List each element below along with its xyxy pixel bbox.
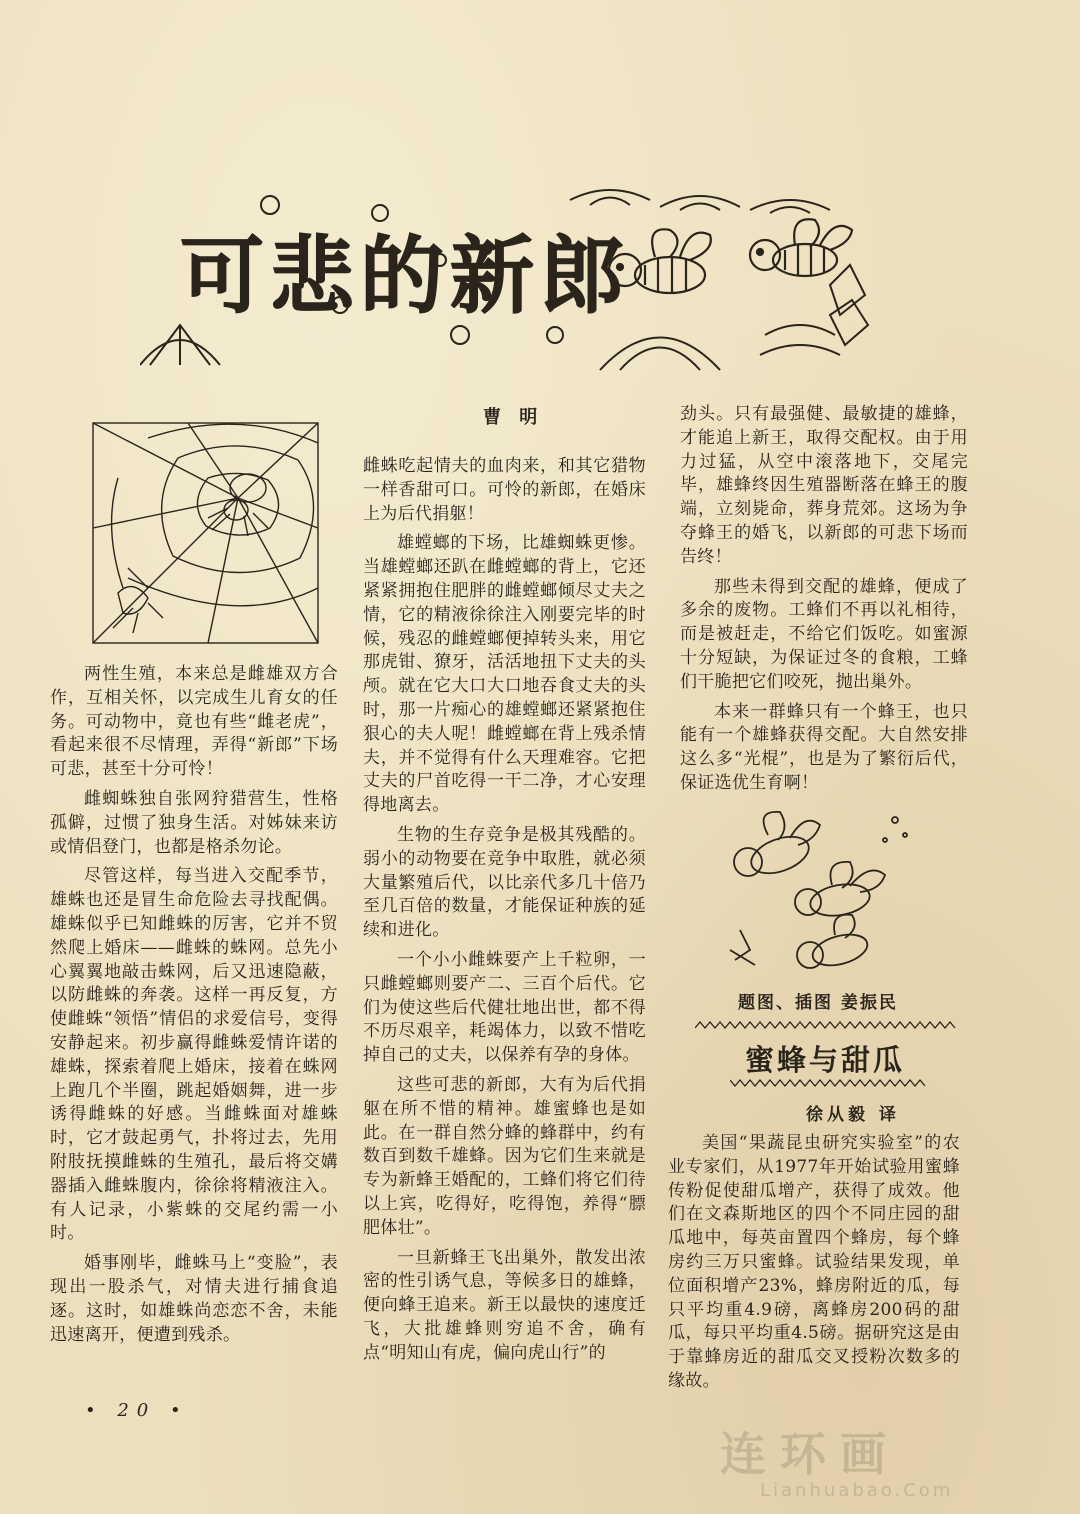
title-divider-bottom	[730, 1078, 930, 1088]
sidebar-author: 徐从毅 译	[806, 1105, 900, 1125]
paragraph: 生物的生存竞争是极其残酷的。弱小的动物要在竞争中取胜，就必须大量繁殖后代，以比亲代多几十倍乃至几百倍的数量，才能保证种族的延续和进化。	[363, 824, 646, 941]
paragraph: 两性生殖，本来总是雌雄双方合作，互相关怀，以完成生儿育女的任务。可动物中，竟也有些“雌老虎”，看起来很不尽情理，弄得“新郎”下场可悲，甚至十分可怜！	[50, 664, 338, 780]
title-illustration	[140, 185, 875, 375]
paragraph: 尽管这样，每当进入交配季节，雄蛛也还是冒生命危险去寻找配偶。雄蛛似乎已知雌蛛的厉害，它并不贸然爬上婚床——雌蛛的蛛网。总先小心翼翼地敲击蛛网，后又迅速隐蔽，以防雌蛛的奔袭。这样一再反复，方使雌蛛“领悟”情侣的求爱信号，变得安静起来。初步赢得雌蛛爱情许诺的雄蛛，探索着爬上婚床，接着在蛛网上跑几个半圈，跳起婚姻舞，进一步诱得雌蛛的好感。当雌蛛面对雄蛛时，它才鼓起勇气，扑将过去，先用附肢抚摸雌蛛的生殖孔，最后将交媾器插入雌蛛腹内，徐徐将精液注入。有人记录，小紫蛛的交尾约需一小时。	[50, 866, 338, 1244]
paragraph: 一个小小雌蛛要产上千粒卵，一只雌螳螂则要产二、三百个后代。它们为使这些后代健壮地出世，都不得不历尽艰辛，耗竭体力，以致不惜吃掉自己的丈夫，以保养有孕的身体。	[363, 949, 646, 1066]
paragraph: 雄螳螂的下场，比雄蜘蛛更惨。当雄螳螂还趴在雌螳螂的背上，它还紧紧拥抱住肥胖的雌螳螂倾尽丈夫之情，它的精液徐徐注入刚要完毕的时候，残忍的雌螳螂便掉转头来，用它那虎钳、獠牙，活活地扭下丈夫的头颅。就在它大口大口地吞食丈夫的头时，那一片痴心的雄螳螂还紧紧抱住狠心的夫人呢！雌螳螂在背上残杀情夫，并不觉得有什么天理难容。它把丈夫的尸首吃得一干二净，才心安理得地离去。	[363, 533, 646, 816]
article-author: 曹 明	[483, 407, 544, 428]
article-column-right	[680, 403, 968, 802]
watermark-url: Lianhuabao.Com	[760, 1480, 954, 1501]
paragraph: 那些未得到交配的雄蜂，便成了多余的废物。工蜂们不再以礼相待，而是被赶走，不给它们饭吃。如蜜源十分短缺，为保证过冬的食粮，工蜂们干脆把它们咬死，抛出巢外。	[680, 576, 968, 692]
paragraph: 劲头。只有最强健、最敏捷的雄蜂，才能追上新王，取得交配权。由于用力过猛，从空中滚落地下，交尾完毕，雄蜂终因生殖器断落在蜂王的腹端，立刻毙命，葬身荒郊。这场为争夺蜂王的婚飞，以新郎的可悲下场而告终！	[680, 404, 968, 567]
spider-web-illustration	[88, 418, 323, 648]
paragraph: 美国“果蔬昆虫研究实验室”的农业专家们，从1977年开始试验用蜜蜂传粉促使甜瓜增产，获得了成效。他们在文森斯地区的四个不同庄园的甜瓜地中，每英亩置四个蜂房，每个蜂房约三万只蜜蜂。试验结果发现，单位面积增产23%，蜂房附近的瓜，每只平均重4.9磅，离蜂房200码的甜瓜，每只平均重4.5磅。据研究这是由于靠蜂房近的甜瓜交叉授粉次数多的缘故。	[668, 1133, 960, 1391]
watermark-text: 连环画	[720, 1427, 900, 1481]
article-title: 可悲的新郎	[180, 227, 631, 325]
sidebar-article-body	[668, 1132, 960, 1400]
paragraph: 雌蜘蛛独自张网狩猎营生，性格孤僻，过惯了独身生活。对姊妹来访或情侣登门，也都是格杀勿论。	[50, 788, 338, 857]
paragraph: 雌蛛吃起情夫的血肉来，和其它猎物一样香甜可口。可怜的新郎，在婚床上为后代捐躯！	[363, 456, 646, 524]
paragraph: 这些可悲的新郎，大有为后代捐躯在所不惜的精神。雄蜜蜂也是如此。在一群自然分蜂的蜂群中，约有数百到数千雄蜂。因为它们生来就是专为新蜂王婚配的，工蜂们将它们待以上宾，吃得好，吃得饱，养得“膘肥体壮”。	[363, 1074, 646, 1238]
watermark	[720, 1418, 953, 1501]
paragraph: 本来一群蜂只有一个蜂王，也只能有一个雄蜂获得交配。大自然安排这么多“光棍”，也是为了繁衍后代，保证选优生育啊！	[680, 701, 968, 793]
bees-illustration	[720, 800, 920, 980]
paragraph: 婚事刚毕，雌蛛马上“变脸”，表现出一股杀气，对情夫进行捕食追逐。这时，如雄蛛尚恋恋不舍，未能迅速离开，便遭到残杀。	[50, 1253, 338, 1345]
sidebar-title: 蜜蜂与甜瓜	[744, 1043, 905, 1077]
page-number: • 20 •	[85, 1400, 189, 1421]
illustration-credit: 题图、插图 姜振民	[738, 993, 898, 1013]
article-column-middle	[363, 455, 646, 1371]
paragraph: 一旦新蜂王飞出巢外，散发出浓密的性引诱气息，等候多日的雄蜂，便向蜂王追来。新王以最快的速度迁飞，大批雄蜂则穷追不舍，确有点“明知山有虎，偏向虎山行”的	[363, 1247, 646, 1363]
article-column-left	[50, 663, 338, 1353]
title-divider-top	[695, 1020, 960, 1030]
